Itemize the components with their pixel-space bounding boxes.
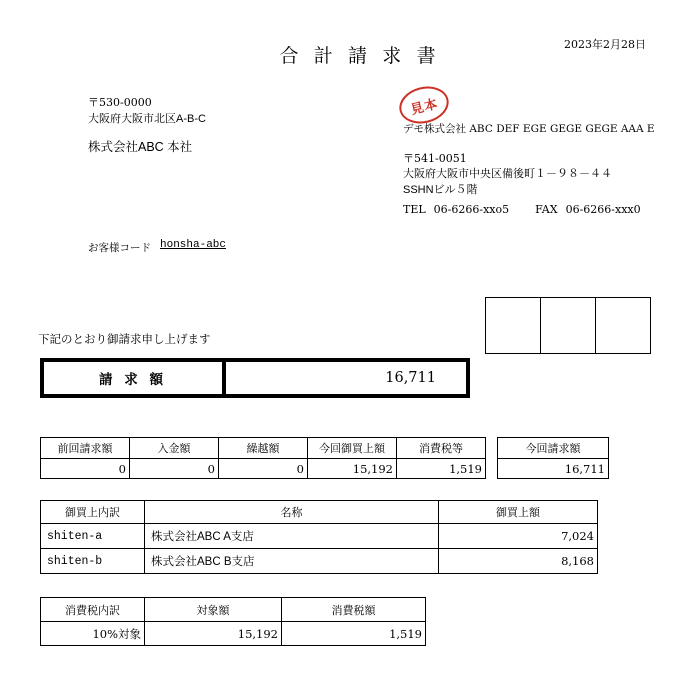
summary-header-row: [41, 438, 486, 459]
sender-address: 大阪府大阪市中央区備後町１－９８－４４: [403, 168, 612, 180]
sample-stamp-text: 見本: [408, 95, 440, 117]
purchase-header-breakdown: 御買上内訳: [41, 501, 145, 524]
purchase-header-row: [41, 501, 598, 524]
tax-breakdown-table: [40, 597, 426, 646]
recipient-postal-code: 〒530-0000: [88, 96, 152, 109]
tel-label: TEL: [403, 203, 426, 216]
sender-postal-code: 〒541-0051: [403, 152, 467, 165]
summary-value-previous-billed: 0: [41, 459, 130, 479]
tax-row-category: 10%対象: [41, 622, 145, 646]
recipient-address: 大阪府大阪市北区A-B-C: [88, 113, 206, 125]
summary-header-carryover: 繰越額: [219, 438, 308, 459]
tax-row-target-amount: 15,192: [145, 622, 282, 646]
summary-header-previous-billed: 前回請求額: [41, 438, 130, 459]
sender-company-line: デモ株式会社 ABC DEF EGE GEGE GEGE AAA E: [403, 123, 655, 135]
sender-building: SSHNビル５階: [403, 184, 478, 196]
summary-value-tax: 1,519: [397, 459, 486, 479]
current-billed-value: 16,711: [498, 459, 609, 479]
fax-number: 06-6266-xxx0: [565, 203, 641, 216]
summary-header-payment: 入金額: [130, 438, 219, 459]
purchase-row-name: 株式会社ABC A支店: [145, 524, 439, 549]
current-billed-header: 今回請求額: [498, 438, 609, 459]
approval-stamp-boxes: [485, 297, 651, 354]
request-note: 下記のとおり御請求申し上げます: [38, 334, 211, 346]
purchase-row-name: 株式会社ABC B支店: [145, 549, 439, 574]
approval-stamp-box: [486, 298, 540, 353]
billing-amount-label: 請 求 額: [44, 362, 226, 394]
customer-code-value: honsha-abc: [160, 239, 227, 251]
recipient-company-name: 株式会社ABC 本社: [88, 140, 193, 154]
purchase-row-amount: 8,168: [439, 549, 598, 574]
tax-header-target: 対象額: [145, 598, 282, 622]
summary-value-payment: 0: [130, 459, 219, 479]
billing-amount-value: 16,711: [385, 370, 436, 386]
tax-header-breakdown: 消費税内訳: [41, 598, 145, 622]
tax-header-tax: 消費税額: [282, 598, 426, 622]
tax-header-row: [41, 598, 426, 622]
table-row: [41, 524, 598, 549]
summary-header-current-purchase: 今回御買上額: [308, 438, 397, 459]
purchase-row-amount: 7,024: [439, 524, 598, 549]
billing-amount-box: [40, 358, 470, 398]
purchase-header-amount: 御買上額: [439, 501, 598, 524]
approval-stamp-box: [595, 298, 650, 353]
tel-number: 06-6266-xxo5: [433, 203, 510, 216]
approval-stamp-box: [540, 298, 595, 353]
summary-header-tax: 消費税等: [397, 438, 486, 459]
customer-code-label: お客様コード: [88, 242, 151, 254]
tax-row-tax-amount: 1,519: [282, 622, 426, 646]
table-row: [41, 549, 598, 574]
summary-value-current-purchase: 15,192: [308, 459, 397, 479]
page-title: 合 計 請 求 書: [279, 46, 441, 67]
summary-value-row: [41, 459, 486, 479]
table-row: [41, 622, 426, 646]
sender-tel-fax-line: [403, 203, 641, 216]
purchase-row-code: shiten-b: [41, 549, 145, 574]
purchase-header-name: 名称: [145, 501, 439, 524]
fax-label: FAX: [535, 203, 558, 216]
purchase-row-code: shiten-a: [41, 524, 145, 549]
issue-date: 2023年2月28日: [564, 38, 646, 51]
current-billed-total-box: [497, 437, 609, 479]
summary-table: [40, 437, 486, 479]
purchase-breakdown-table: [40, 500, 598, 574]
summary-value-carryover: 0: [219, 459, 308, 479]
